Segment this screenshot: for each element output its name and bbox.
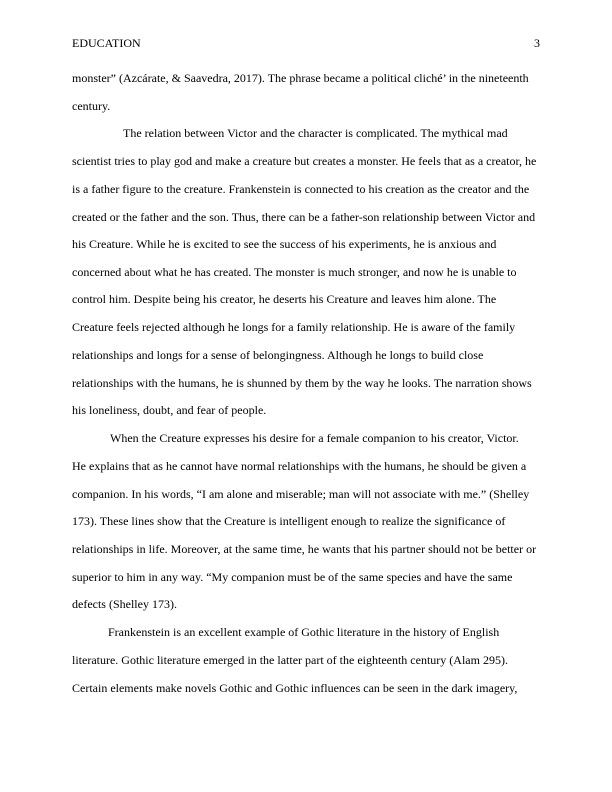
body-line: He explains that as he cannot have normal relationships with the humans, he should be given a (72, 459, 527, 473)
body-line: 173). These lines show that the Creature is intelligent enough to realize the significance of (72, 514, 506, 528)
body-line: control him. Despite being his creator, he deserts his Creature and leaves him alone. The (72, 292, 497, 306)
body-line: relationships with the humans, he is shunned by them by the way he looks. The narration shows (72, 376, 532, 390)
body-line: relationships in life. Moreover, at the same time, he wants that his partner should not be better or (72, 542, 537, 556)
body-line: companion. In his words, “I am alone and miserable; man will not associate with me.” (Shelley (72, 487, 530, 501)
body-line: monster” (Azcárate, & Saavedra, 2017). The phrase became a political cliché’ in the nineteenth (72, 71, 529, 85)
paragraph-first-line: Frankenstein is an excellent example of Gothic literature in the history of English (108, 625, 500, 639)
body-line: Certain elements make novels Gothic and Gothic influences can be seen in the dark imagery, (72, 681, 518, 695)
body-line: relationships and longs for a sense of belongingness. Although he longs to build close (72, 348, 484, 362)
body-line: his Creature. While he is excited to see the success of his experiments, he is anxious and (72, 237, 497, 251)
body-line: literature. Gothic literature emerged in the latter part of the eighteenth century (Alam 295). (72, 653, 508, 667)
body-line: century. (72, 99, 111, 113)
running-head-title: EDUCATION (72, 36, 141, 50)
body-line: created or the father and the son. Thus, there can be a father-son relationship between Victor and (72, 210, 536, 224)
page-number: 3 (534, 36, 540, 50)
paragraph-first-line: The relation between Victor and the character is complicated. The mythical mad (123, 126, 508, 140)
paragraph-first-line: When the Creature expresses his desire for a female companion to his creator, Victor. (110, 431, 519, 445)
body-line: superior to him in any way. “My companion must be of the same species and have the same (72, 570, 513, 584)
body-line: defects (Shelley 173). (72, 597, 177, 611)
body-line: his loneliness, doubt, and fear of people. (72, 403, 267, 417)
body-line: concerned about what he has created. The monster is much stronger, and now he is unable to (72, 265, 517, 279)
body-line: is a father figure to the creature. Frankenstein is connected to his creation as the creator and the (72, 182, 530, 196)
body-line: scientist tries to play god and make a creature but creates a monster. He feels that as a creator, he (72, 154, 537, 168)
body-line: Creature feels rejected although he longs for a family relationship. He is aware of the family (72, 320, 516, 334)
running-head (72, 36, 540, 52)
